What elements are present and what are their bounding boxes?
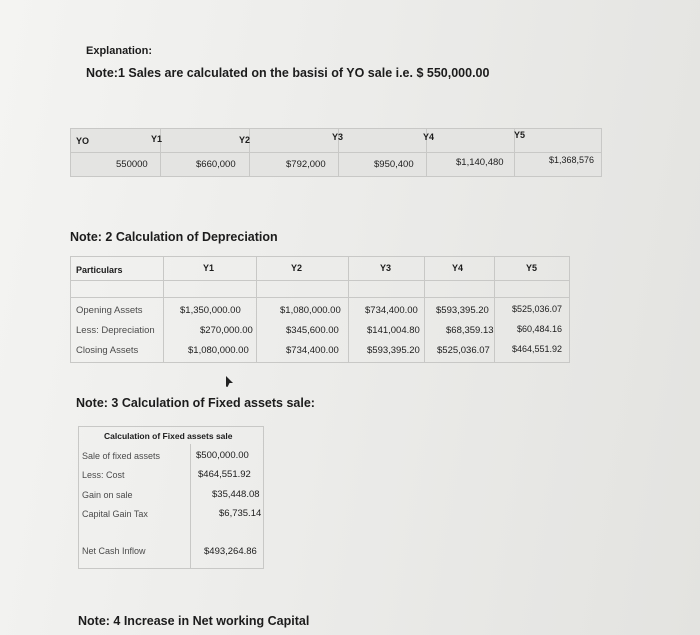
fa-row-tax-value: $6,735.14 xyxy=(219,508,262,519)
fa-row-sale-label: Sale of fixed assets xyxy=(82,451,161,461)
explanation-heading: Explanation: xyxy=(86,45,153,57)
dep-depreciation-y5: $60,484.16 xyxy=(517,324,563,334)
sales-value-y0: 550000 xyxy=(116,159,148,170)
fa-row-cost-label: Less: Cost xyxy=(82,470,125,480)
dep-header-y2: Y2 xyxy=(291,263,303,273)
sales-value-y5: $1,368,576 xyxy=(549,155,595,165)
dep-depreciation-y1: $270,000.00 xyxy=(200,325,253,336)
dep-opening-y1: $1,350,000.00 xyxy=(180,305,241,316)
fa-row-sale-value: $500,000.00 xyxy=(196,450,249,461)
dep-row-opening-label: Opening Assets xyxy=(76,305,143,316)
fa-row-gain-label: Gain on sale xyxy=(82,490,133,500)
dep-row-depreciation-label: Less: Depreciation xyxy=(76,325,155,336)
dep-opening-y4: $593,395.20 xyxy=(436,305,489,316)
dep-depreciation-y2: $345,600.00 xyxy=(286,325,339,336)
dep-row-closing-label: Closing Assets xyxy=(76,345,139,356)
dep-depreciation-y3: $141,004.80 xyxy=(367,325,420,336)
sales-header-y3: Y3 xyxy=(332,132,344,142)
fa-net-label: Net Cash Inflow xyxy=(82,546,146,556)
fa-row-cost-value: $464,551.92 xyxy=(198,469,251,480)
dep-closing-y3: $593,395.20 xyxy=(367,345,420,356)
dep-opening-y3: $734,400.00 xyxy=(365,305,418,316)
sales-header-y2: Y2 xyxy=(239,135,251,145)
sales-value-y4: $1,140,480 xyxy=(456,157,504,168)
dep-closing-y1: $1,080,000.00 xyxy=(188,345,249,356)
note2-title: Note: 2 Calculation of Depreciation xyxy=(70,230,278,244)
sales-header-y1: Y1 xyxy=(151,134,163,144)
dep-header-y3: Y3 xyxy=(380,263,392,273)
sales-value-y3: $950,400 xyxy=(374,159,414,170)
dep-opening-y2: $1,080,000.00 xyxy=(280,305,341,316)
note1-text: Note:1 Sales are calculated on the basisi of YO sale i.e. $ 550,000.00 xyxy=(86,66,490,80)
dep-header-particulars: Particulars xyxy=(76,265,123,275)
dep-header-y4: Y4 xyxy=(452,263,464,273)
fa-row-tax-label: Capital Gain Tax xyxy=(82,509,148,519)
note3-title: Note: 3 Calculation of Fixed assets sale: xyxy=(76,396,315,410)
sales-header-y0: YO xyxy=(76,136,90,146)
sales-header-y5: Y5 xyxy=(514,130,526,140)
dep-depreciation-y4: $68,359.13 xyxy=(446,325,494,336)
dep-closing-y2: $734,400.00 xyxy=(286,345,339,356)
dep-header-y5: Y5 xyxy=(526,263,538,273)
sales-header-y4: Y4 xyxy=(423,132,435,142)
sales-value-y2: $792,000 xyxy=(286,159,326,170)
fa-row-gain-value: $35,448.08 xyxy=(212,489,260,500)
cursor-arrow-icon xyxy=(224,376,234,388)
dep-closing-y4: $525,036.07 xyxy=(437,345,490,356)
fa-net-value: $493,264.86 xyxy=(204,546,257,557)
sales-value-y1: $660,000 xyxy=(196,159,236,170)
dep-opening-y5: $525,036.07 xyxy=(512,304,563,314)
fixed-assets-subtitle: Calculation of Fixed assets sale xyxy=(104,431,233,441)
dep-closing-y5: $464,551.92 xyxy=(512,344,563,354)
note4-title: Note: 4 Increase in Net working Capital xyxy=(78,614,310,628)
dep-header-y1: Y1 xyxy=(203,263,215,273)
